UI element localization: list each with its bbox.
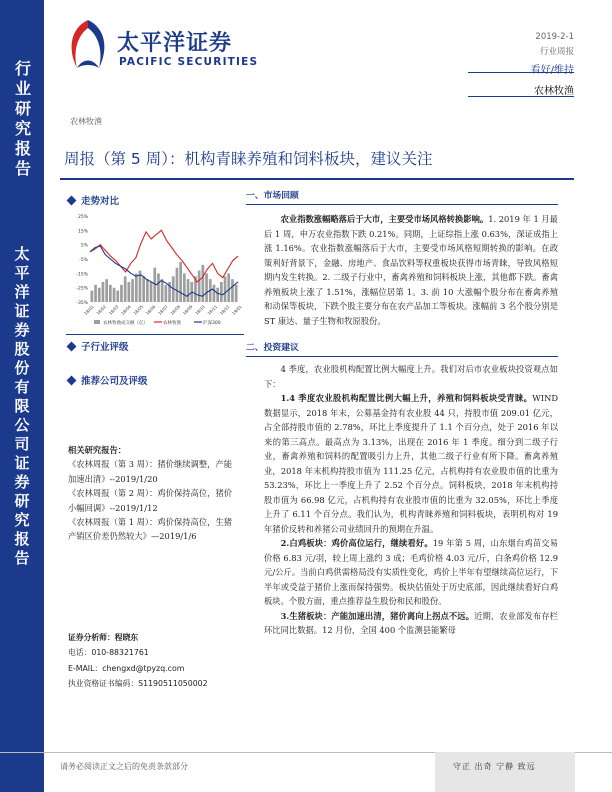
logo-english-name: PACIFIC SECURITIES bbox=[119, 56, 259, 68]
y-tick-label: 25% bbox=[77, 215, 88, 220]
volume-bar bbox=[128, 282, 131, 302]
analyst-line: 证券分析师：程晓东 bbox=[68, 633, 139, 642]
y-tick-label: -25% bbox=[76, 286, 88, 292]
volume-bar bbox=[94, 285, 97, 302]
sub-industry-heading: 子行业评级 bbox=[68, 339, 129, 353]
section-heading-investment: 二、投资建议 bbox=[246, 340, 558, 357]
diamond-bullet-icon bbox=[67, 195, 77, 205]
industry-rating: 看好/维持 bbox=[530, 65, 574, 76]
y-tick-label: 15% bbox=[77, 229, 88, 235]
volume-bar bbox=[161, 279, 164, 302]
y-tick-label: -5% bbox=[79, 258, 88, 263]
sidebar-report-label: 行业研究报告 bbox=[12, 60, 32, 180]
logo-chinese-name: 太平洋证券 bbox=[117, 31, 233, 56]
x-tick-label: 18/01 bbox=[83, 304, 95, 316]
logo-emblem-icon bbox=[63, 18, 113, 74]
x-tick-label: 18/12 bbox=[218, 304, 231, 316]
footer-disclaimer: 请务必阅读正文之后的免责条款部分 bbox=[60, 762, 188, 771]
analyst-license: 执业资格证书编码：S1190511050002 bbox=[68, 679, 208, 689]
volume-bar bbox=[124, 276, 127, 302]
series-line-agri bbox=[90, 230, 238, 282]
volume-bar bbox=[131, 279, 134, 302]
x-tick-label: 18/09 bbox=[181, 304, 194, 316]
analyst-phone: 电话：010-88321761 bbox=[68, 648, 149, 658]
volume-bar bbox=[150, 282, 153, 302]
related-reports bbox=[68, 443, 238, 544]
volume-bar bbox=[224, 276, 227, 302]
volume-bar bbox=[213, 285, 216, 302]
volume-bar bbox=[176, 268, 179, 302]
title-rule bbox=[60, 178, 574, 180]
sidebar-company-label: 太平洋证券股份有限公司证券研究报告 bbox=[12, 246, 31, 569]
header-divider bbox=[468, 72, 574, 73]
volume-bar bbox=[179, 262, 182, 302]
report-date: 2019-2-1 bbox=[535, 32, 574, 42]
report-title: 周报（第 5 周）：机构青睐养殖和饲料板块，建议关注 bbox=[64, 150, 433, 168]
volume-bar bbox=[135, 273, 138, 302]
volume-bar bbox=[231, 279, 234, 302]
series-line-hs300 bbox=[90, 246, 238, 296]
report-meta bbox=[531, 32, 574, 97]
volume-bar bbox=[198, 271, 201, 302]
x-tick-label: 18/06 bbox=[144, 304, 157, 316]
investment-point-3: 3.生猪板块：产能加速出清，猪价离向上拐点不远。近期，农业部发布存栏环比同比数据。12 月份，全国 400 个监测县能繁母 bbox=[264, 610, 558, 635]
y-tick-label: 5% bbox=[80, 243, 88, 249]
volume-bar bbox=[183, 273, 186, 302]
diamond-bullet-icon bbox=[67, 375, 77, 385]
volume-bar bbox=[113, 288, 116, 302]
volume-bar bbox=[165, 285, 168, 302]
analyst-email: E-MAIL：chengxd@tpyzq.com bbox=[68, 663, 185, 673]
y-tick-label: -35% bbox=[76, 301, 88, 306]
volume-bar bbox=[116, 291, 119, 302]
volume-bar bbox=[98, 288, 101, 302]
x-tick-label: 18/10 bbox=[194, 304, 206, 316]
x-tick-label: 18/07 bbox=[157, 304, 169, 316]
volume-bar bbox=[91, 291, 94, 302]
main-content bbox=[246, 188, 558, 638]
x-tick-label: 18/02 bbox=[95, 304, 108, 316]
volume-bar bbox=[109, 285, 112, 302]
chart-rule bbox=[66, 334, 244, 335]
legend-label: 沪深300 bbox=[203, 321, 221, 326]
investment-point-1: 1.4 季度农业股机构配置比例大幅上升，养殖和饲料板块受青睐。WIND 数据显示，2018 年末，公募基金持有农业股 44 只，持股市值 209.01 亿元，占全部持股市值的 2.78%，环比上季度提升了 1.1 个百分点，处于 2016 年以来的第三高点。最高点为 3.13%，出现在 2016 年 1 季度。细分到二级子行业，畜禽养殖和饲料的配置吸引力上升，其他二级子行业有所下降。畜禽养殖业，2018 年末机构持股市值为 111.25 亿元，占机构持有农业股市值的比重为 53.23%，环比上一季度上升了 2.52 个百分点。饲料板块，2018 年末机构持股市值为 66.98 亿元，占机构持有农业股市值的比重为 32.05%，环比上季度上升了 6.11 个百分点。我们认为，机构青睐养殖和饲料板块，表明机构对 19 年猪价反转和养猪公司业绩回升的预期在升温。 bbox=[264, 393, 558, 534]
volume-bar bbox=[157, 273, 160, 302]
volume-bar bbox=[120, 285, 123, 302]
volume-bar bbox=[205, 273, 208, 302]
volume-bar bbox=[187, 279, 190, 302]
market-review-paragraph: 农业指数涨幅略落后于大市，主要受市场风格转换影响。1. 2019 年 1 月最后 1 周，申万农业指数下跌 0.21%。同期，上证综指上涨 0.63%，深证成指上涨 1.16%。农业指数涨幅落后于大市，主要受市场风格短期转换的影响。在政策利好背景下，金融、房地产、食品饮料等权重板块获得市场青睐，导致风格短期内发生转换。2. 二级子行业中，畜禽养殖和饲料板块上涨，其他都下跌。畜禽养殖板块上涨了 1.51%，涨幅位居第 1。3. 前 10 大涨幅个股分布在畜禽养殖和动保等板块，下跌个股主要分布在农产品加工等板块。涨幅前 3 名个股分别是 ST 康达、量子生物和牧原股份。 bbox=[264, 214, 558, 326]
recommend-heading: 推荐公司及评级 bbox=[68, 373, 148, 387]
legend-label: 农林牧渔成交额（亿） bbox=[103, 321, 148, 326]
trend-heading: 走势对比 bbox=[68, 193, 119, 207]
related-item: 《农林周报（第 2 周）：鸡价保持高位，猪价小幅回调》--2019/1/12 bbox=[68, 488, 233, 513]
investment-intro: 4 季度，农业股机构配置比例大幅度上升。我们对后市农业板块投资观点如下： bbox=[264, 364, 558, 389]
x-tick-label: 18/04 bbox=[120, 304, 132, 316]
legend-swatch bbox=[94, 320, 100, 324]
related-item: 《农林周报（第 1 周）：鸡价保持高位，生猪产销区价差仍然较大》—2019/1/6 bbox=[68, 517, 233, 542]
trend-chart bbox=[66, 210, 244, 328]
legend-label: 农林牧渔 bbox=[163, 321, 181, 326]
x-tick-label: 18/11 bbox=[206, 304, 219, 316]
footer-slogan-box bbox=[435, 752, 575, 792]
volume-bar bbox=[235, 285, 238, 302]
volume-bar bbox=[220, 282, 223, 302]
volume-bar bbox=[105, 279, 108, 302]
volume-bar bbox=[216, 288, 219, 302]
volume-bar bbox=[102, 282, 105, 302]
section-heading-market: 一、市场回顾 bbox=[246, 188, 558, 205]
x-tick-label: 18/05 bbox=[132, 304, 145, 316]
company-logo bbox=[63, 18, 263, 78]
diamond-bullet-icon bbox=[67, 341, 77, 351]
volume-bar bbox=[146, 279, 149, 302]
x-tick-label: 19/01 bbox=[231, 304, 243, 316]
volume-bar bbox=[227, 273, 230, 302]
investment-point-2: 2.白鸡板块：鸡价高位运行，继续看好。19 年第 5 周，山东烟台鸡苗交易价格 6.83 元/羽，较上周上涨约 3 成；毛鸡价格 4.03 元/斤，白条鸡价格 12.9 元/公斤。当前白鸡供需格局没有实质性变化，鸡价上半年有望继续高位运行，下半年或受益于猪价上涨而保持强势。板块估值处于历史底部，因此继续看好白鸡板块。个股方面，重点推荐益生股份和民和股份。 bbox=[264, 538, 558, 606]
footer-slogan: 守正 出奇 宁静 致远 bbox=[453, 762, 536, 771]
related-item: 《农林周报（第 3 周）：猪价继续调整，产能加速出清》--2019/1/20 bbox=[68, 459, 233, 484]
x-tick-label: 18/03 bbox=[107, 304, 120, 316]
sector-tag: 农林牧渔 bbox=[70, 117, 102, 126]
header-divider bbox=[468, 96, 574, 97]
volume-bar bbox=[142, 276, 145, 302]
industry-name: 农林牧渔 bbox=[534, 86, 574, 97]
y-tick-label: -15% bbox=[76, 272, 88, 278]
x-tick-label: 18/08 bbox=[169, 304, 182, 316]
trend-chart-svg bbox=[66, 210, 244, 328]
report-type: 行业周报 bbox=[539, 47, 574, 57]
analyst-info bbox=[68, 630, 243, 692]
related-heading: 相关研究报告： bbox=[68, 445, 127, 455]
